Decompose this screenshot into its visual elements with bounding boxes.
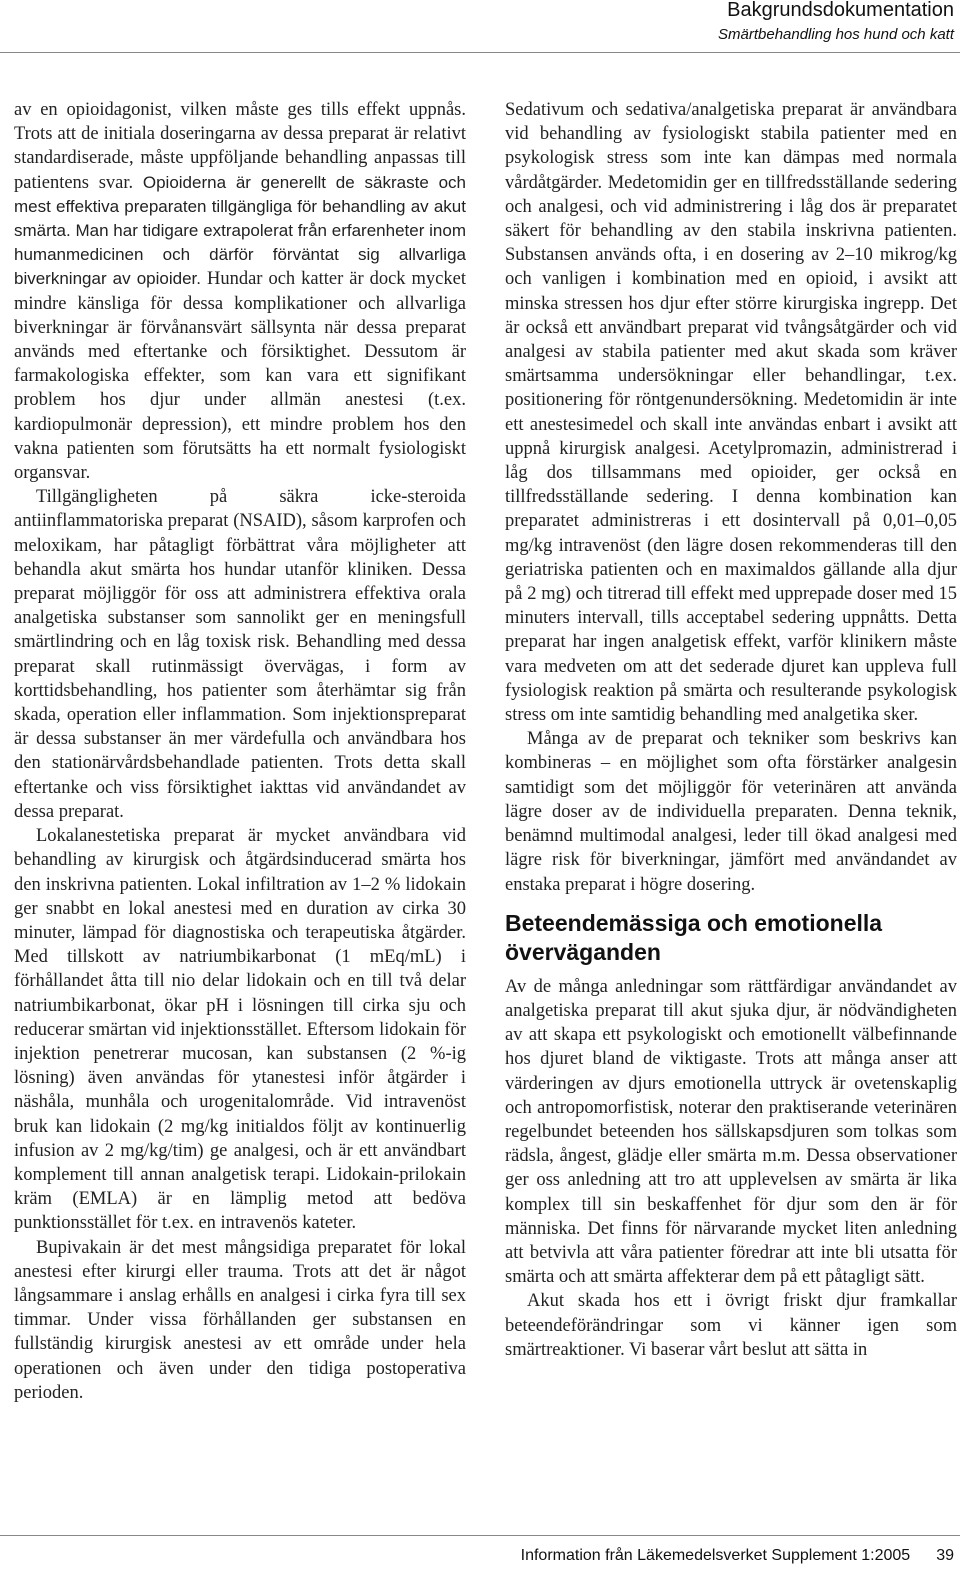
paragraph-text: av en opioidagonist, vilken måste ges tills effekt uppnås. Trots att de initiala doseringarna av dessa preparat är relativt standardiserade, måste uppföljande behandling anpassas till patientens svar. — [14, 100, 466, 193]
paragraph — [14, 98, 466, 485]
paragraph: Akut skada hos ett i övrigt friskt djur framkallar beteendeförändringar som vi känner igen som smärtreaktioner. Vi baserar vårt beslut att sätta in — [505, 1291, 957, 1360]
header-title: Bakgrundsdokumentation — [727, 0, 954, 21]
highlighted-text: Opioiderna är generellt de säkraste och mest effektiva preparaten tillgängliga för behandling av akut smärta. Man har tidigare extrapolerat från erfarenheter inom humanmedicinen och därför förväntat sig allvarliga biverkningar av opioider. — [14, 172, 466, 289]
left-column — [14, 98, 466, 1405]
paragraph: Tillgängligheten på säkra icke-steroida antiinflammatoriska preparat (NSAID), såsom karprofen och meloxikam, har påtagligt förbättrat våra möjligheter att behandla akut smärta hos hundar utanför kliniken. Dessa preparat möjliggör för oss att administrera effektiva orala analgetiska substanser som sannolikt ger en meningsfull smärtlindring och en låg toxisk risk. Behandling med dessa preparat skall rutinmässigt övervägas, i form av korttidsbehandling, hos patienter som återhämtar sig från skada, operation eller inflammation. Som injektionspreparat är dessa substanser än mer värdefulla och användbara hos den stationärvårdsbehandlade patienten. Trots detta skall eftertanke och viss försiktighet iakttas vid användandet av dessa preparat. — [14, 487, 466, 822]
running-header — [718, 0, 954, 43]
paragraph: Många av de preparat och tekniker som beskrivs kan kombineras – en möjlighet som ofta förstärker analgesin samtidigt som det möjliggör för veterinären att använda lägre doser av de individuella preparaten. Denna teknik, benämnd multimodal analgesi, leder till ökad analgesi med lägre risk för biverkningar, jämfört med användandet av enstaka preparat i högre dosering. — [505, 729, 957, 895]
paragraph: Bupivakain är det mest mångsidiga preparatet för lokal anestesi efter kirurgi eller trauma. Trots att det är något långsammare i anslag erhålls en analgesi i cirka fyra till sex timmar. Under vissa förhållanden ger substansen en fullständig kirurgisk anestesi av ett område under hela operationen och även under den tidiga postoperativa perioden. — [14, 1237, 466, 1403]
paragraph: Av de många anledningar som rättfärdigar användandet av analgetiska preparat till akut sjuka djur, är nödvändigheten av att skapa ett psykologiskt och emotionellt välbefinnande hos djuret bland de viktigaste. Trots att många anser att värderingen av djurs emotionella uttryck är ovetenskaplig och antropomorfistisk, noterar den praktiserande veterinären regelbundet beteenden hos sällskapsdjuren som tolkas som rädsla, ångest, glädje eller smärta m.m. Dessa observationer ger oss anledning att tro att upplevelsen av smärta är lika komplex till sin beskaffenhet för djur som den är för människa. Det finns för närvarande mycket liten anledning att betvivla att våra patienter föredrar att inte bli utsatta för smärta och att smärta affekterar dem på ett påtagligt sätt. — [505, 976, 957, 1288]
header-divider — [0, 52, 960, 53]
header-subtitle: Smärtbehandling hos hund och katt — [718, 26, 954, 43]
paragraph-text: Hundar och katter är dock mycket mindre känsliga för dessa komplikationer och allvarliga biverkningar är förvånansvärt sällsynta när dessa preparat används med eftertanke och försiktighet. Dessutom är farmakologiska effekter, som kan vara ett signifikant problem hos djur under allmän anestesi (t.ex. kardiopulmonär depression), ett mindre problem hos den vakna patienten som förutsätts ha ett normalt fysiologiskt organsvar. — [14, 269, 466, 484]
page-number: 39 — [936, 1547, 954, 1564]
paragraph: Lokalanestetiska preparat är mycket användbara vid behandling av kirurgisk och åtgärdsinducerad smärta hos den inskrivna patienten. Lokal infiltration av 1–2 % lidokain ger snabbt en lokal anestesi med en duration av cirka 30 minuter, lämpad för diagnostiska och terapeutiska åtgärder. Med tillskott av natriumbikarbonat (1 mEq/mL) i förhållandet åtta till nio delar lidokain och en till två delar natriumbikarbonat, ökar pH i lösningen till cirka sju och reducerar smärtan vid injektionsstället. Eftersom lidokain för injektion penetrerar mucosan, kan substansen (2 %-ig lösning) även användas för ytanestesi inför åtgärder i näshåla, munhåla och urogenitalområde. Vid intravenöst bruk kan lidokain (2 mg/kg initialdos följt av kontinuerlig infusion av 2 mg/kg/tim) ge analgesi, och är ett användbart komplement till annan analgetisk terapi. Lidokain-prilokain kräm (EMLA) är en lämplig metod att bedöva punktionsstället för t.ex. en intravenös kateter. — [14, 826, 466, 1234]
paragraph: Sedativum och sedativa/analgetiska preparat är användbara vid behandling av fysiologiskt stabila patienter med en psykologisk stress som inte kan dämpas med normala vårdåtgärder. Medetomidin ger en tillfredsställande sedering och analgesi, och vid administrering i låg dos är preparatet säkert för behandling av den stabila inskrivna patienten. Substansen används ofta, i en dosering av 2–10 mikrog/kg och vanligen i kombination med en opioid, i avsikt att minska stressen hos djur efter större kirurgiska ingrepp. Det är också ett användbart preparat vid tvångsåtgärder och vid analgesi av stabila patienter med akut skada som kräver smärtsamma undersökningar eller behandlingar, t.ex. positionering för röntgenundersökning. Medetomidin är inte ett anestesimedel och skall inte användas enbart i avsikt att uppnå kirurgisk analgesi. Acetylpromazin, administrerad i låg dos tillsammans med opioider, ger också en tillfredsställande sedering. I denna kombination kan preparatet administreras i ett dosintervall på 0,01–0,05 mg/kg intravenöst (den lägre dosen rekommenderas till den geriatriska patienten och en maximaldos gällande alla djur på 2 mg) och titrerad till effekt med upprepade doser med 15 minuters intervall, tills acceptabel sedering uppnåtts. Detta preparat har ingen analgetisk effekt, varför klinikern måste vara medveten om att det sederade djuret kan uppleva full fysiologisk reaktion på smärta och resulterande psykologisk stress om inte samtidig behandling med analgetika sker. — [505, 100, 957, 726]
page-footer — [521, 1547, 954, 1565]
right-column — [505, 98, 957, 1362]
footer-divider — [0, 1535, 960, 1536]
footer-source: Information från Läkemedelsverket Supplement 1:2005 — [520, 1547, 911, 1564]
section-heading: Beteendemässiga och emotionella överväganden — [505, 909, 883, 965]
